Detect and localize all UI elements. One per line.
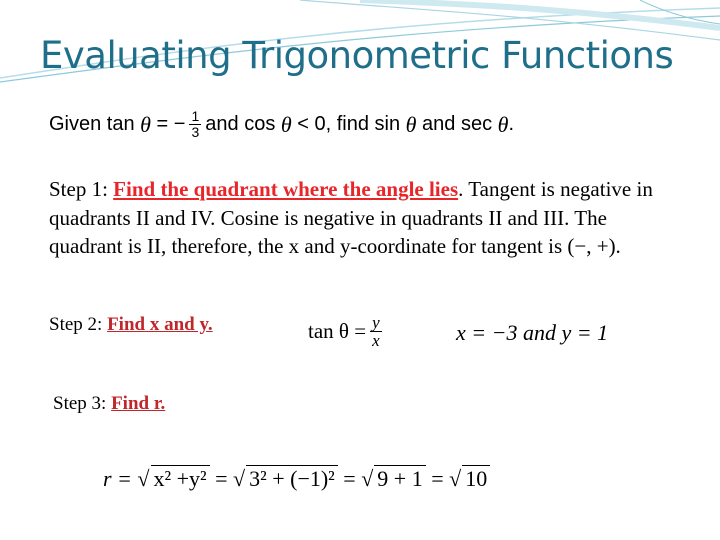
theta-symbol: θ	[405, 111, 417, 137]
step-1-paragraph	[49, 175, 679, 261]
radicand-3: 9 + 1	[374, 465, 425, 491]
equals-1: =	[209, 466, 234, 491]
given-eq: = −	[156, 113, 186, 135]
step-3	[53, 393, 165, 415]
sqrt-sign-icon: √	[449, 466, 462, 491]
step-2-highlight: Find x and y.	[107, 314, 213, 335]
theta-symbol: θ	[497, 111, 509, 137]
step-1-highlight: Find the quadrant where the angle lies	[113, 177, 459, 201]
tan-formula	[308, 314, 386, 349]
radicand-2: 3² + (−1)²	[246, 465, 338, 491]
theta-symbol: θ	[140, 111, 151, 137]
tan-numerator: y	[372, 313, 380, 332]
given-period: .	[508, 113, 515, 135]
r-equation	[103, 466, 490, 492]
step-1-text: . Tangent is negative in quadrants II and IV. Cosine is negative in quadrants II and III. The quadrant is II, therefore, the x and y-coordinate for tangent is (−, +).	[49, 177, 653, 258]
step-3-highlight: Find r.	[111, 393, 166, 414]
given-and-sec: and sec	[422, 113, 493, 135]
equals-2: =	[337, 466, 362, 491]
tan-fraction	[370, 314, 382, 349]
given-condition: < 0, find sin	[297, 113, 401, 135]
fraction-numerator: 1	[191, 108, 200, 124]
given-fraction	[189, 109, 201, 140]
step-3-label: Step 3:	[53, 393, 107, 414]
step-1-label: Step 1:	[49, 177, 108, 201]
step-2-label: Step 2:	[49, 314, 103, 335]
equals-3: =	[425, 466, 450, 491]
sqrt-sign-icon: √	[233, 466, 246, 491]
radicand-1: x² +y²	[151, 465, 210, 491]
theta-symbol: θ	[280, 111, 292, 137]
slide-title: Evaluating Trigonometric Functions	[40, 34, 674, 77]
step-2	[49, 314, 213, 336]
tan-denominator: x	[372, 331, 380, 350]
radicand-4: 10	[462, 465, 490, 491]
sqrt-sign-icon: √	[361, 466, 374, 491]
given-statement	[49, 109, 514, 140]
tan-lhs: tan θ =	[308, 319, 367, 343]
sqrt-sign-icon: √	[137, 466, 150, 491]
given-and-cos: and cos	[205, 113, 276, 135]
fraction-denominator: 3	[191, 124, 200, 140]
xy-result: x = −3 and y = 1	[456, 320, 609, 345]
r-lhs: r =	[103, 466, 138, 491]
given-text: Given tan	[49, 113, 135, 135]
